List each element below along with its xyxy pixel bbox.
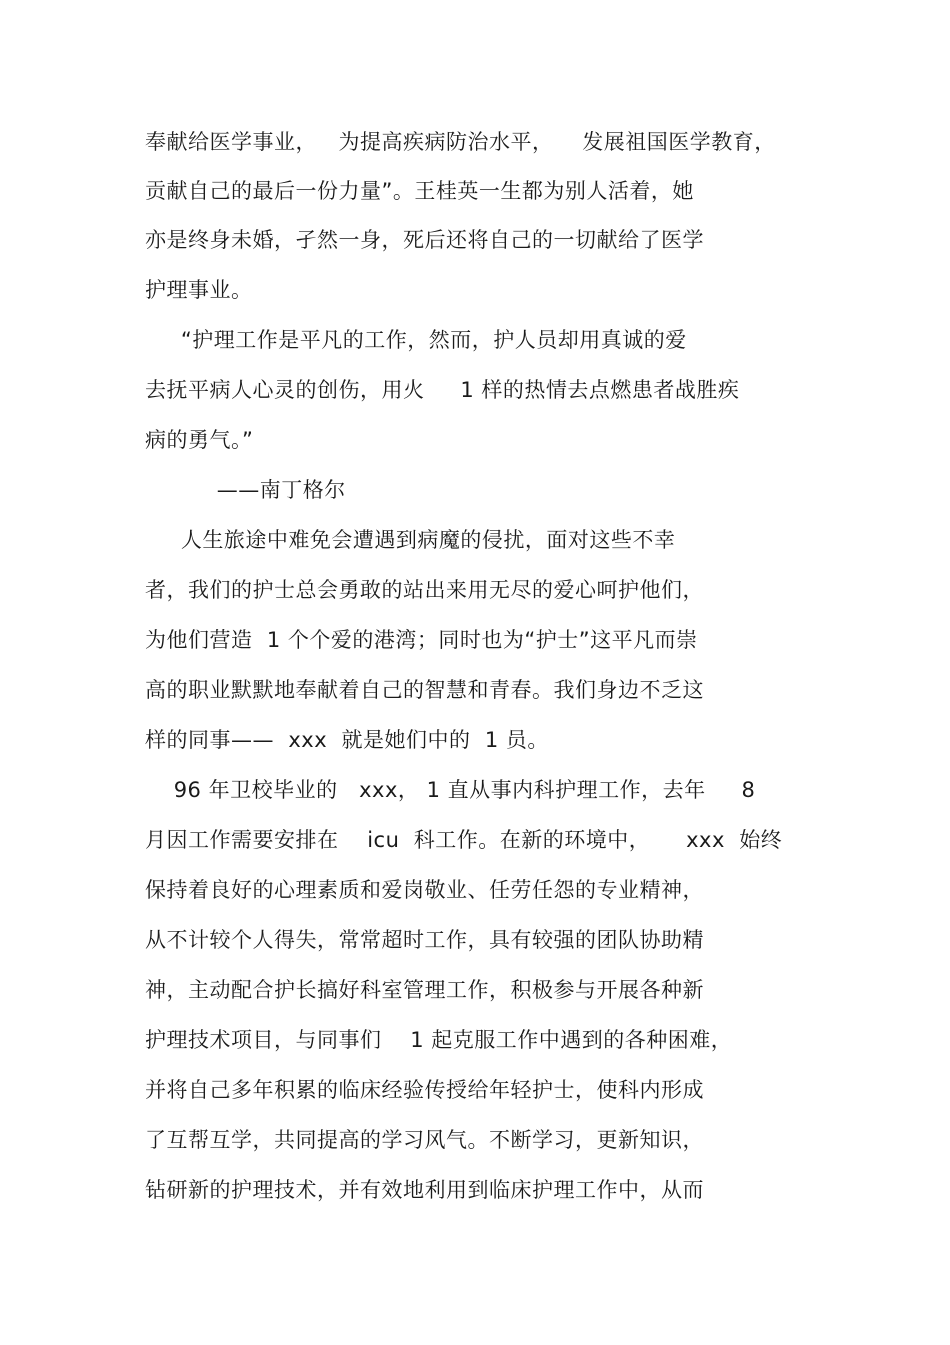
text-line-16: 保持着良好的心理素质和爱岗敬业、任劳任怨的专业精神， <box>145 878 704 902</box>
text-line-4: 护理事业。 <box>145 278 253 302</box>
quote-line-2: 去抚平病人心灵的创伤，用火 1 样的热情去点燃患者战胜疾 <box>145 378 740 402</box>
text-line-11: 为他们营造 1 个个爱的港湾；同时也为“护士”这平凡而崇 <box>145 628 698 652</box>
text-line-17: 从不计较个人得失，常常超时工作，具有较强的团队协助精 <box>145 928 704 952</box>
text-line-2: 贡献自己的最后一份力量”。王桂英一生都为别人活着，她 <box>145 179 694 203</box>
text-line-13: 样的同事—— xxx 就是她们中的 1 员。 <box>145 728 549 752</box>
text-line-18: 神，主动配合护长搞好科室管理工作，积极参与开展各种新 <box>145 978 704 1002</box>
text-line-22: 钻研新的护理技术，并有效地利用到临床护理工作中，从而 <box>145 1178 704 1202</box>
text-line-12: 高的职业默默地奉献着自己的智慧和青春。我们身边不乏这 <box>145 678 704 702</box>
text-line-1: 奉献给医学事业， 为提高疾病防治水平， 发展祖国医学教育， <box>145 130 776 154</box>
text-line-3: 亦是终身未婚，孑然一身，死后还将自己的一切献给了医学 <box>145 228 704 252</box>
text-line-20: 并将自己多年积累的临床经验传授给年轻护士，使科内形成 <box>145 1078 704 1102</box>
text-line-10: 者，我们的护士总会勇敢的站出来用无尽的爱心呵护他们， <box>145 578 704 602</box>
quote-line-3: 病的勇气。” <box>145 428 254 452</box>
text-line-14: 96 年卫校毕业的 xxx， 1 直从事内科护理工作，去年 8 <box>145 778 756 802</box>
text-line-9: 人生旅途中难免会遭遇到病魔的侵扰，面对这些不幸 <box>145 528 676 552</box>
quote-attribution: ——南丁格尔 <box>145 478 346 502</box>
text-line-21: 了互帮互学，共同提高的学习风气。不断学习，更新知识， <box>145 1128 704 1152</box>
quote-line-1: “护理工作是平凡的工作，然而，护人员却用真诚的爱 <box>145 328 687 352</box>
text-line-19: 护理技术项目，与同事们 1 起克服工作中遇到的各种困难， <box>145 1028 733 1052</box>
text-line-15: 月因工作需要安排在 icu 科工作。在新的环境中， xxx 始终 <box>145 828 783 852</box>
